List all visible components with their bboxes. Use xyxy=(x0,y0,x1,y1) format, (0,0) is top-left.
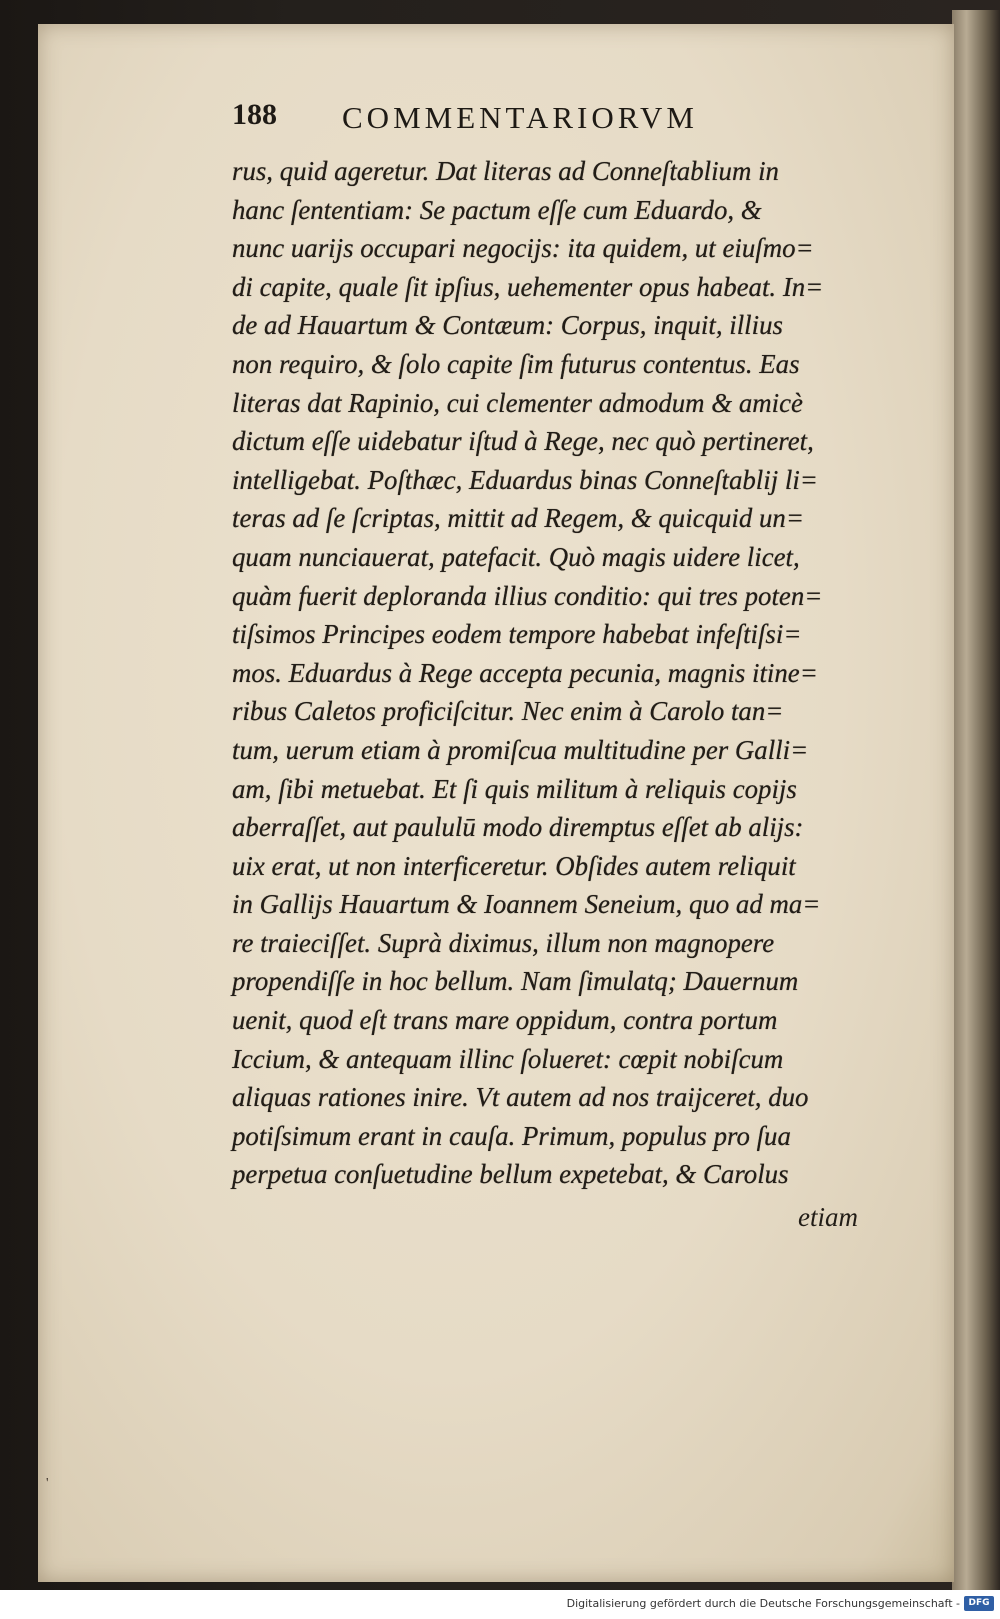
text-line: potiſsimum erant in cauſa. Primum, populus pro ſua xyxy=(232,1120,791,1151)
text-line: ribus Caletos proficiſcitur. Nec enim à Carolo tan= xyxy=(232,696,784,727)
text-line: in Gallijs Hauartum & Ioannem Seneium, quo ad ma= xyxy=(232,889,821,920)
text-line: aberraſſet, aut paululū modo diremptus eſſet ab alijs: xyxy=(232,812,804,843)
text-line: intelligebat. Poſthæc, Eduardus binas Conneſtablij li= xyxy=(232,464,818,495)
text-line: dictum eſſe uidebatur iſtud à Rege, nec quò pertineret, xyxy=(232,426,814,457)
text-line: rus, quid ageretur. Dat literas ad Conneſtablium in xyxy=(232,156,779,186)
dfg-logo: DFG xyxy=(964,1596,994,1611)
text-line: nunc uarijs occupari negocijs: ita quidem, ut eiuſmo= xyxy=(232,233,814,264)
text-line: uix erat, ut non interficeretur. Obſides autem reliquit xyxy=(232,850,796,881)
catchword: etiam xyxy=(798,1202,858,1232)
stray-mark: ' xyxy=(46,1476,49,1491)
text-line: literas dat Rapinio, cui clementer admodum & amicè xyxy=(232,387,803,418)
text-line: quam nunciauerat, patefacit. Quò magis uidere licet, xyxy=(232,541,800,572)
page-edge xyxy=(952,10,1000,1590)
text-line: mos. Eduardus à Rege accepta pecunia, magnis itine= xyxy=(232,657,818,688)
text-line: de ad Hauartum & Contæum: Corpus, inquit, illius xyxy=(232,310,783,341)
text-line: di capite, quale ſit ipſius, uehementer opus habeat. In= xyxy=(232,271,824,302)
text-line: am, ſibi metuebat. Et ſi quis militum à reliquis copijs xyxy=(232,773,797,804)
page-number: 188 xyxy=(232,98,277,131)
page-header xyxy=(232,98,832,144)
running-head: COMMENTARIORVM xyxy=(342,100,698,135)
text-line: re traieciſſet. Suprà diximus, illum non magnopere xyxy=(232,927,775,958)
text-line: tum, uerum etiam à promiſcua multitudine per Galli= xyxy=(232,734,809,765)
text-line: aliquas rationes inire. Vt autem ad nos traijceret, duo xyxy=(232,1082,809,1113)
text-line: teras ad ſe ſcriptas, mittit ad Regem, & quicquid un= xyxy=(232,503,804,534)
text-line: hanc ſententiam: Se pactum eſſe cum Eduardo, & xyxy=(232,194,762,225)
text-line: Iccium, & antequam illinc ſolueret: cœpit nobiſcum xyxy=(232,1043,784,1074)
text-line: non requiro, & ſolo capite ſim futurus contentus. Eas xyxy=(232,348,800,379)
footer-bar xyxy=(0,1590,1000,1619)
text-line: perpetua conſuetudine bellum expetebat, & Carolus xyxy=(232,1159,789,1190)
text-line: quàm fuerit deploranda illius conditio: qui tres poten= xyxy=(232,580,823,611)
funding-notice: Digitalisierung gefördert durch die Deutsche Forschungsgemeinschaft - xyxy=(566,1597,960,1610)
text-line: propendiſſe in hoc bellum. Nam ſimulatq; Dauernum xyxy=(232,966,799,997)
body-text xyxy=(232,152,896,1194)
text-line: uenit, quod eſt trans mare oppidum, contra portum xyxy=(232,1005,778,1036)
text-line: tiſsimos Principes eodem tempore habebat infeſtiſsi= xyxy=(232,619,802,650)
